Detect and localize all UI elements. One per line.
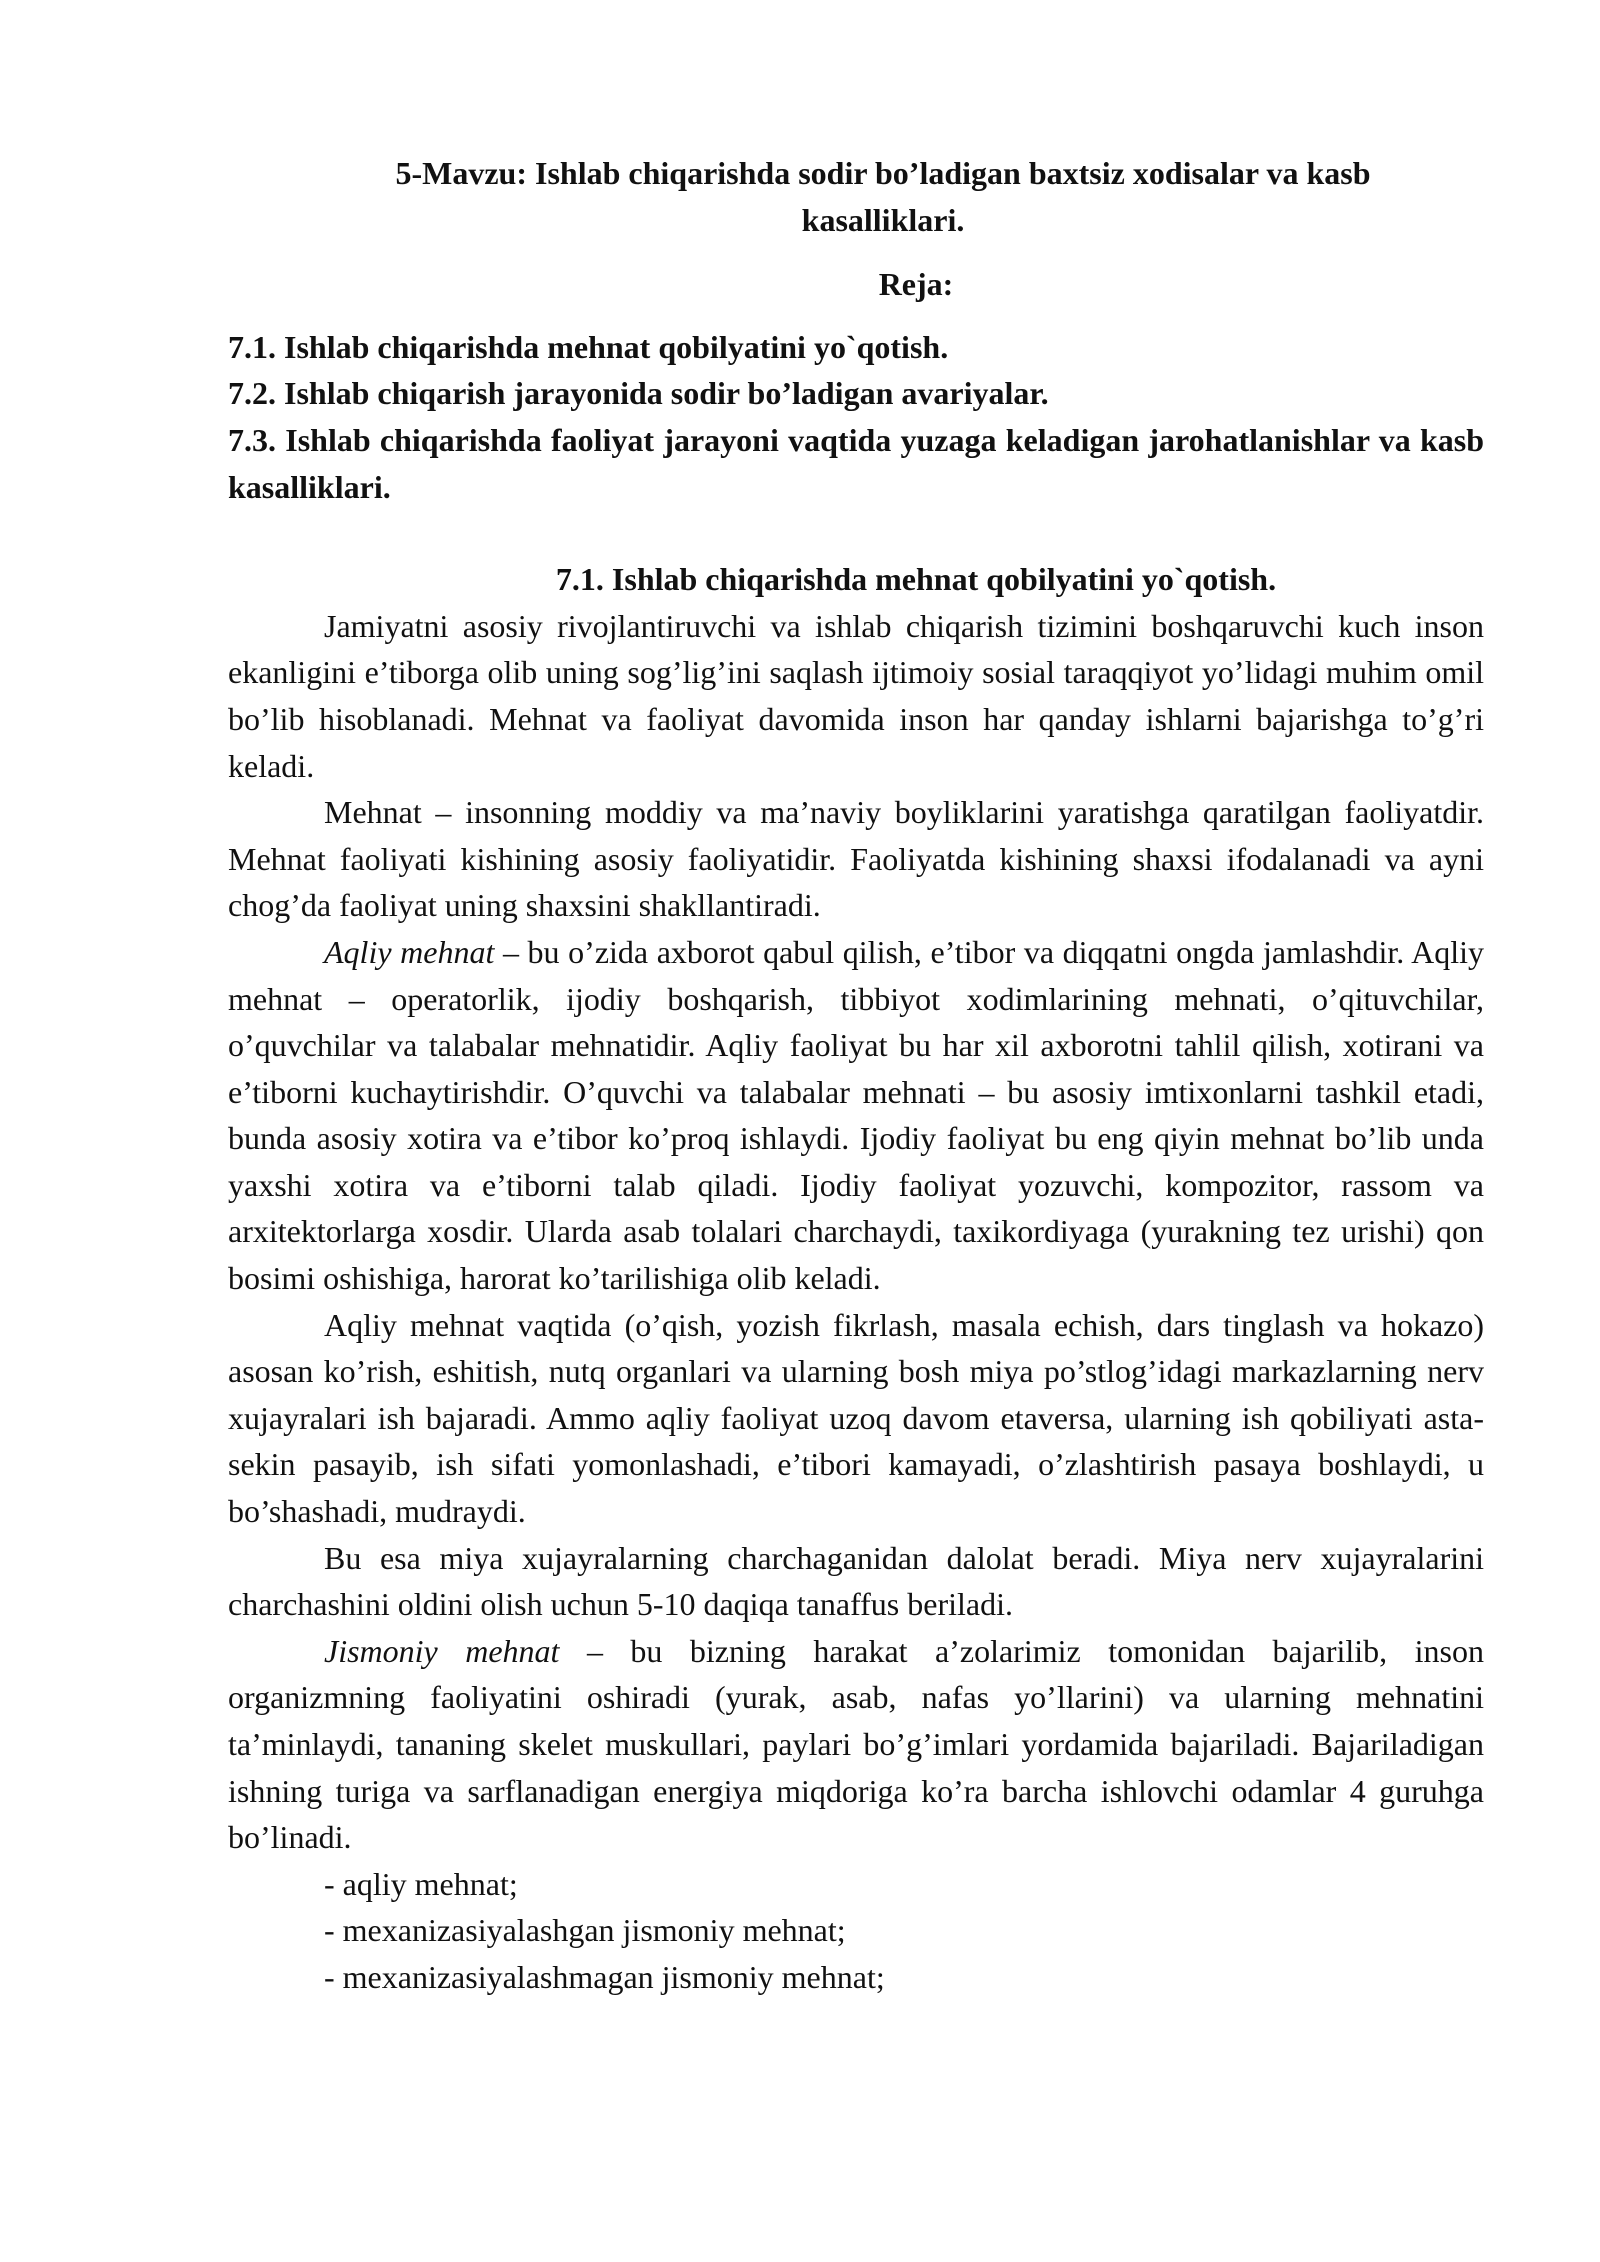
- italic-term: Aqliy mehnat: [324, 933, 495, 970]
- paragraph-text: – bu o’zida axborot qabul qilish, e’tibor va diqqatni ongda jamlashdir. Aqliy mehnat – operatorlik, ijodiy boshqarish, tibbiyot xodimlarining mehnati, o’qituvchilar, o’quvchilar va talabalar mehnatidir. Aqliy faoliyat bu har xil axborotni tahlil qilish, xotirani va e’tiborni kuchaytirishdir. O’quvchi va talabalar mehnati – bu asosiy imtixonlarni tashkil etadi, bunda asosiy xotira va e’tibor ko’proq ishlaydi. Ijodiy faoliyat bu eng qiyin mehnat bo’lib unda yaxshi xotira va e’tiborni talab qiladi. Ijodiy faoliyat yozuvchi, kompozitor, rassom va arxitektorlarga xosdir. Ularda asab tolalari charchaydi, taxikordiyaga (yurakning tez urishi) qon bosimi oshishiga, harorat ko’tarilishiga olib keladi.: [228, 933, 1485, 1297]
- list-item: - mexanizasiyalashgan jismoniy mehnat;: [324, 1912, 846, 1949]
- document-title: 5-Mavzu: Ishlab chiqarishda sodir bo’ladigan baxtsiz xodisalar va kasb kasalliklari.: [395, 155, 1371, 238]
- paragraph: [228, 1628, 1484, 1861]
- paragraph-text: Bu esa miya xujayralarning charchaganidan dalolat beradi. Miya nerv xujayralarini charchashini oldini olish uchun 5-10 daqiqa tanaffus beriladi.: [228, 1539, 1484, 1623]
- plan-item: 7.1. Ishlab chiqarishda mehnat qobilyatini yo`qotish.: [228, 328, 949, 365]
- paragraph-text: Aqliy mehnat vaqtida (o’qish, yozish fikrlash, masala echish, dars tinglash va hokazo) asosan ko’rish, eshitish, nutq organlari va ularning bosh miya po’stlog’idagi markazlarning nerv xujayralari ish bajaradi. Ammo aqliy faoliyat uzoq davom etaversa, ularning ish qobiliyati asta-sekin pasayib, ish sifati yomonlashadi, e’tibori kamayadi, o’zlashtirish pasaya boshlaydi, u bo’shashadi, mudraydi.: [228, 1306, 1484, 1530]
- plan-item: 7.3. Ishlab chiqarishda faoliyat jarayoni vaqtida yuzaga keladigan jarohatlanishlar va kasb kasalliklari.: [228, 421, 1484, 505]
- list-item: - aqliy mehnat;: [324, 1865, 518, 1902]
- plan-list: [228, 324, 1484, 510]
- list-item: - mexanizasiyalashmagan jismoniy mehnat;: [324, 1958, 885, 1995]
- paragraph: [228, 929, 1484, 1302]
- paragraph: [228, 1535, 1484, 1628]
- body-text: [228, 603, 1484, 1861]
- paragraph-text: Mehnat – insonning moddiy va ma’naviy boyliklarini yaratishga qaratilgan faoliyatdir. Mehnat faoliyati kishining asosiy faoliyatidir. Faoliyatda kishining shaxsi ifodalanadi va ayni chog’da faoliyat uning shaxsini shakllantiradi.: [228, 794, 1484, 924]
- italic-term: Jismoniy mehnat: [324, 1632, 560, 1669]
- plan-label: Reja:: [878, 266, 954, 303]
- document-page: [228, 150, 1484, 2001]
- paragraph-text: Jamiyatni asosiy rivojlantiruvchi va ishlab chiqarish tizimini boshqaruvchi kuch inson ekanligini e’tiborga olib uning sog’lig’ini saqlash ijtimoiy sosial taraqqiyot yo’lidagi muhim omil bo’lib hisoblanadi. Mehnat va faoliyat davomida inson har qanday ishlarni bajarishga to’g’ri keladi.: [228, 607, 1484, 784]
- plan-item: 7.2. Ishlab chiqarish jarayonida sodir bo’ladigan avariyalar.: [228, 375, 1049, 412]
- group-list: [228, 1861, 1484, 2001]
- paragraph: [228, 789, 1484, 929]
- paragraph: [228, 603, 1484, 789]
- section-heading: 7.1. Ishlab chiqarishda mehnat qobilyatini yo`qotish.: [555, 561, 1277, 598]
- paragraph: [228, 1302, 1484, 1535]
- paragraph-text: – bu bizning harakat a’zolarimiz tomonidan bajarilib, inson organizmning faoliyatini oshiradi (yurak, asab, nafas yo’llarini) va ularning mehnatini ta’minlaydi, tananing skelet muskullari, paylari bo’g’imlari yordamida bajariladi. Bajariladigan ishning turiga va sarflanadigan energiya miqdoriga ko’ra barcha ishlovchi odamlar 4 guruhga bo’linadi.: [228, 1632, 1485, 1856]
